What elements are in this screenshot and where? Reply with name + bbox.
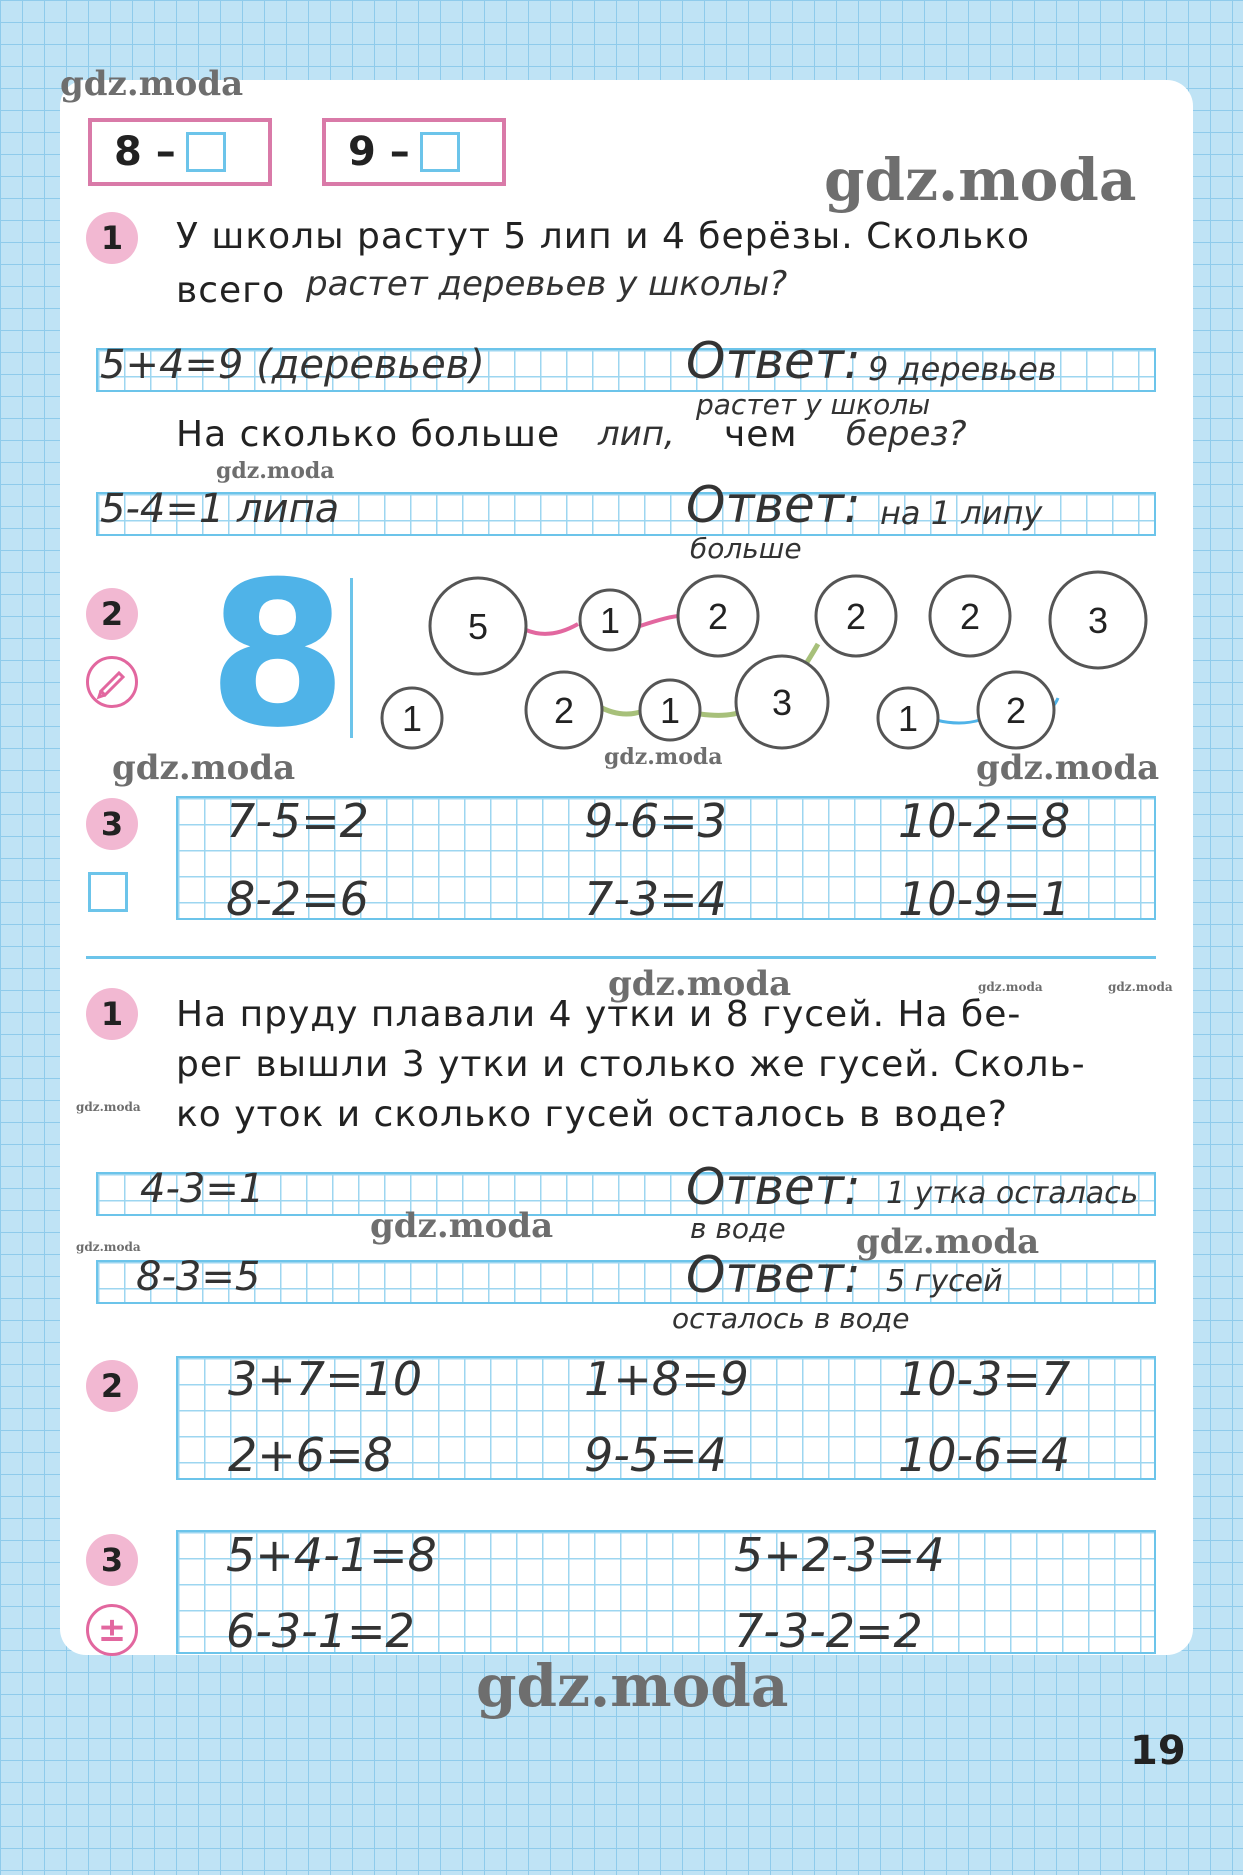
answer-text-line2: больше — [690, 532, 802, 565]
answer-label: Ответ: — [686, 1246, 861, 1304]
circle-label: 1 — [897, 698, 919, 739]
circle-label: 2 — [959, 596, 981, 637]
equation: 2+6=8 — [228, 1428, 393, 1482]
solution-text: 5+4=9 (деревьев) — [100, 342, 485, 388]
task-text-line1: На пруду плавали 4 утки и 8 гусей. На бе- — [176, 994, 1022, 1035]
pencil-icon-svg — [89, 659, 135, 705]
answer-label: Ответ: — [686, 1158, 861, 1216]
pencil-icon — [86, 656, 138, 708]
section-divider — [86, 956, 1156, 959]
watermark: gdz.moda — [604, 744, 723, 770]
circle-label: 5 — [467, 606, 489, 647]
equation: 9-5=4 — [584, 1428, 727, 1482]
equation: 7-3=4 — [584, 872, 727, 926]
solution-text: 4-3=1 — [140, 1166, 265, 1212]
answer-text: 9 деревьев — [868, 350, 1057, 388]
equation: 7-5=2 — [226, 794, 369, 848]
header-box-9-label: 9 – — [348, 129, 410, 175]
answer-text: 5 гусей — [886, 1264, 1003, 1299]
circle-label: 1 — [659, 690, 681, 731]
circle-label: 2 — [845, 596, 867, 637]
plus-minus-icon: ± — [86, 1604, 138, 1656]
task-text-line2: всего — [176, 270, 286, 311]
task-text-line3: ко уток и сколько гусей осталось в воде? — [176, 1094, 1008, 1135]
task-number-badge: 1 — [86, 988, 138, 1040]
equation: 10-3=7 — [898, 1352, 1071, 1406]
answer-label: Ответ: — [686, 476, 861, 534]
circle-label: 2 — [1005, 690, 1027, 731]
watermark: gdz.moda — [370, 1206, 554, 1246]
watermark: gdz.moda — [60, 64, 244, 104]
green-link — [598, 706, 640, 714]
handwritten-berez: берез? — [846, 414, 967, 454]
solution-text: 5-4=1 липа — [100, 486, 340, 532]
task-number-badge: 2 — [86, 1360, 138, 1412]
answer-text: 1 утка осталась — [886, 1176, 1139, 1211]
equation: 10-6=4 — [898, 1428, 1071, 1482]
watermark: gdz.moda — [76, 1100, 141, 1114]
handwritten-lip: лип, — [598, 414, 675, 454]
empty-square-icon — [186, 132, 226, 172]
equation: 6-3-1=2 — [226, 1604, 415, 1658]
circle-label: 2 — [553, 690, 575, 731]
solution-text: 8-3=5 — [136, 1254, 261, 1300]
equation: 10-9=1 — [898, 872, 1071, 926]
watermark: gdz.moda — [608, 964, 792, 1004]
header-box-8 — [88, 118, 272, 186]
question-printed-b: чем — [724, 414, 798, 455]
square-icon — [88, 872, 128, 912]
watermark: gdz.moda — [76, 1240, 141, 1254]
equation: 10-2=8 — [898, 794, 1071, 848]
watermark: gdz.moda — [856, 1222, 1040, 1262]
circle-label: 2 — [707, 596, 729, 637]
vertical-divider — [350, 578, 353, 738]
task-text-line2: рег вышли 3 утки и столько же гусей. Сколь- — [176, 1044, 1086, 1085]
task-number-badge: 3 — [86, 1534, 138, 1586]
watermark: gdz.moda — [476, 1652, 789, 1720]
answer-text-line2: осталось в воде — [672, 1302, 910, 1335]
circle-label: 1 — [401, 698, 423, 739]
task-text-line1: У школы растут 5 лип и 4 берёзы. Сколько — [176, 216, 1030, 257]
pink-link — [526, 624, 578, 634]
handwritten-question-fill: растет деревьев у школы? — [306, 264, 788, 304]
number-circles-diagram — [370, 568, 1160, 768]
circle-label: 3 — [1087, 600, 1109, 641]
answer-text-line2: в воде — [690, 1212, 786, 1245]
header-box-8-label: 8 – — [114, 129, 176, 175]
equation: 5+2-3=4 — [734, 1528, 945, 1582]
equation: 5+4-1=8 — [226, 1528, 437, 1582]
watermark: gdz.moda — [112, 748, 296, 788]
blue-link — [936, 720, 980, 723]
task-number-badge: 1 — [86, 212, 138, 264]
header-box-9 — [322, 118, 506, 186]
big-digit: 8 — [208, 539, 348, 772]
question-printed-a: На сколько больше — [176, 414, 561, 455]
page-number: 19 — [1130, 1728, 1186, 1774]
answer-text-line2: растет у школы — [696, 388, 931, 421]
answer-text: на 1 липу — [880, 494, 1043, 532]
equation: 1+8=9 — [584, 1352, 749, 1406]
pink-link — [640, 616, 680, 626]
equation: 9-6=3 — [584, 794, 727, 848]
watermark: gdz.moda — [1108, 980, 1173, 994]
circle-label: 3 — [771, 682, 793, 723]
watermark: gdz.moda — [216, 458, 335, 484]
circle-label: 1 — [599, 600, 621, 641]
watermark: gdz.moda — [824, 146, 1137, 214]
watermark: gdz.moda — [976, 748, 1160, 788]
watermark: gdz.moda — [978, 980, 1043, 994]
task-number-badge: 3 — [86, 798, 138, 850]
empty-square-icon — [420, 132, 460, 172]
equation: 7-3-2=2 — [734, 1604, 923, 1658]
answer-label: Ответ: — [686, 332, 861, 390]
task-number-badge: 2 — [86, 588, 138, 640]
equation: 8-2=6 — [226, 872, 369, 926]
equation: 3+7=10 — [228, 1352, 423, 1406]
